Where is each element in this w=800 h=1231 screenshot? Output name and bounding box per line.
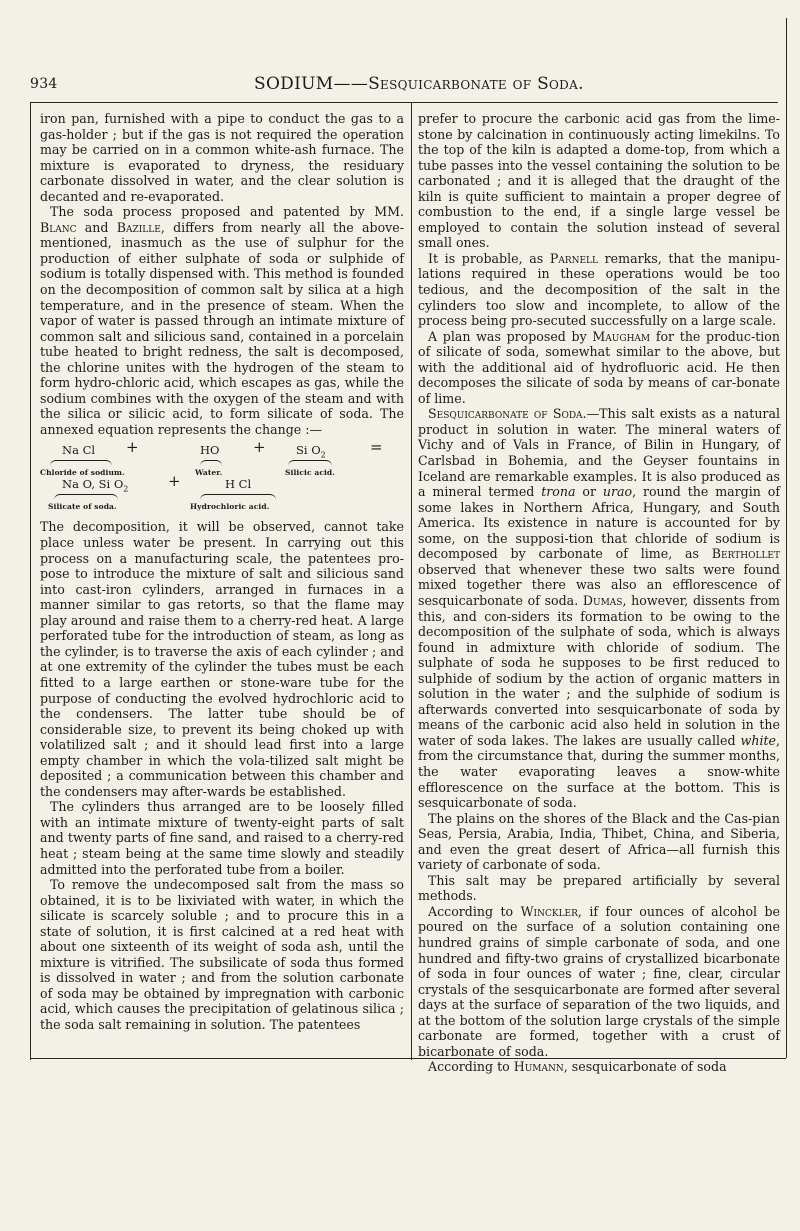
eq-label: Hydrochloric acid. [190,502,270,512]
paragraph: The cylinders thus arranged are to be loosely filled with an intimate mixture of twenty-eight parts of salt and twenty parts of fine sand, and raised to a cherry-red heat ; steam being at the same time slowly and steadily admitted into the perforated tube from a boiler. [40,799,404,877]
right-column [418,111,780,1075]
eq-term-hcl: H Cl [225,477,252,492]
eq-term-silicate: Na O, Si $O_2$ [62,477,129,494]
running-header [30,70,720,100]
paragraph: According to Humann, sesquicarbonate of soda [428,1059,727,1075]
eq-plus: + [253,438,266,457]
paragraph: prefer to procure the carbonic acid gas from the lime-stone by calcination in continuously acting limekilns. To the top of the kiln is adapted a dome-top, from which a tube passes into the vessel containing the solution to be carbonated ; and it is alleged that the draught of the kiln is quite sufficient to maintain a proper degree of combustion to the end, if a single large vessel be employed to contain the solution instead of several small ones. [418,111,780,251]
paragraph: According to Winckler, if four ounces of alcohol be poured on the surface of a solution containing one hundred grains of simple carbonate of soda, and one hundred and fifty-two grains of crystallized bicarbonate of soda in four ounces of water ; fine, clear, circular crystals of the sesquicarbonate are formed after several days at the surface of separation of the two liquids, and at the bottom of the solution large crystals of the simple carbonate are formed, together with a crust of bicarbonate of soda. [418,903,781,1059]
column-divider [411,102,412,1060]
section-paragraph: Sesquicarbonate of Soda.—This salt exists as a natural product in solution in water. The mineral waters of Vichy and of Vals in France, of Bilin in Hungary, of Carlsbad in Bohemia, and the Geyser fountains in Iceland are remarkable examples. It is also produced as a mineral termed trona or urao, round the margin of some lakes in Northern Africa, Hungary, and South America. Its existence in nature is accounted for by some, on the supposi-tion that chloride of sodium is decomposed by carbonate of lime, as Berthollet observed that whenever these two salts were found mixed together there was also an efflorescence of sesquicarbonate of soda. Dumas, however, dissents from this, and con-siders its formation to be owing to the decomposition of the sulphate of soda, which is always found in admixture with chloride of sodium. The sulphate of soda he supposes to be first reduced to sulphide of sodium by the action of organic matters in solution in the water ; and the sulphide of sodium is afterwards converted into sesquicarbonate of soda by means of the carbonic acid also held in solution in the water of soda lakes. The lakes are usually called white, from the circumstance that, during the summer months, the water evaporating leaves a snow-white efflorescence on the surface at the bottom. This is sesquicarbonate of soda. [418,406,780,811]
chemical-equation [40,438,404,513]
eq-plus: + [126,438,139,457]
eq-label: Chloride of sodium. [40,468,125,478]
section-heading: Sesquicarbonate of Soda. [428,406,587,422]
eq-term-sio2: Si $O_2$ [296,443,326,460]
page-number: 934 [30,76,58,92]
paragraph: It is probable, as Parnell remarks, that the manipu-lations required in these operations would be too tedious, and the decomposition of the salt in the cylinders too slow and incomplete, to allow of the process being pro-secuted successfully on a large scale. [418,250,781,329]
paragraph: To remove the undecomposed salt from the mass so obtained, it is to be lixiviated with water, in which the silicate is scarcely soluble ; and to procure this in a state of solution, it is first calcined at a red heat with about one sixteenth of its weight of soda ash, until the mixture is vitrified. The subsilicate of soda thus formed is dissolved in water ; and from the solution carbonate of soda may be obtained by impregnation with carbonic acid, which causes the precipitation of gelatinous silica ; the soda salt remaining in solution. The patentees [40,877,404,1032]
eq-label: Water. [195,468,223,478]
eq-equals: = [370,438,383,457]
paragraph: This salt may be prepared artificially by several methods. [418,872,780,904]
left-column-rule [30,102,31,1060]
eq-plus: + [168,472,181,491]
paragraph: The soda process proposed and patented by MM. Blanc and Bazille, differs from nearly all the above-mentioned, inasmuch as the use of sulphur for the production of either sulphate of soda or sulphide of sodium is totally dispensed with. This method is founded on the decomposition of common salt by silica at a high temperature, and in the presence of steam. When the vapor of water is passed through an intimate mixture of common salt and silicious sand, contained in a porcelain tube heated to bright redness, the salt is decomposed, the chlorine unites with the hydrogen of the steam to form hydro-chloric acid, which escapes as gas, while the sodium combines with the oxygen of the steam and with the silica or silicic acid, to form silicate of soda. The annexed equation represents the change :— [40,204,404,437]
paragraph: A plan was proposed by Maugham for the produc-tion of silicate of soda, somewhat similar to the above, but with the additional aid of hydrofluoric acid. He then decomposes the silicate of soda by means of car-bonate of lime. [418,328,780,406]
page-title: SODIUM——Sesquicarbonate of Soda. [254,74,584,94]
header-rule [30,102,778,103]
paragraph: The plains on the shores of the Black and the Cas-pian Seas, Persia, Arabia, India, Thibet, China, and Siberia, and even the great desert of Africa—all furnish this variety of carbonate of soda. [418,810,780,873]
paragraph: iron pan, furnished with a pipe to conduct the gas to a gas-holder ; but if the gas is not required the operation may be carried on in a common white-ash furnace. The mixture is evaporated to dryness, the residuary carbonate dissolved in water, and the clear solution is decanted and re-evaporated. [40,111,404,204]
eq-term-nacl: Na Cl [62,443,96,458]
paragraph: The decomposition, it will be observed, cannot take place unless water be present. In carrying out this process on a manufacturing scale, the patentees pro-pose to introduce the mixture of salt and silicious sand into cast-iron cylinders, arranged in furnaces in a manner similar to gas retorts, so that the flame may play around and raise them to a cherry-red heat. A large perforated tube for the introduction of steam, as long as the cylinder, is to traverse the axis of each cylinder ; and at one extremity of the cylinder the tubes must be each fitted to a large earthen or stone-ware tube for the purpose of conducting the evolved hydrochloric acid to the condensers. The latter tube should be of considerable size, to prevent its being choked up with volatilized salt ; and it should lead first into a large empty chamber in which the vola-tilized salt might be deposited ; a communication between this chamber and the condensers may after-wards be established. [40,519,404,799]
eq-label: Silicic acid. [285,468,335,478]
eq-term-ho: HO [200,443,220,458]
eq-label: Silicate of soda. [48,502,117,512]
left-column [40,111,404,1033]
